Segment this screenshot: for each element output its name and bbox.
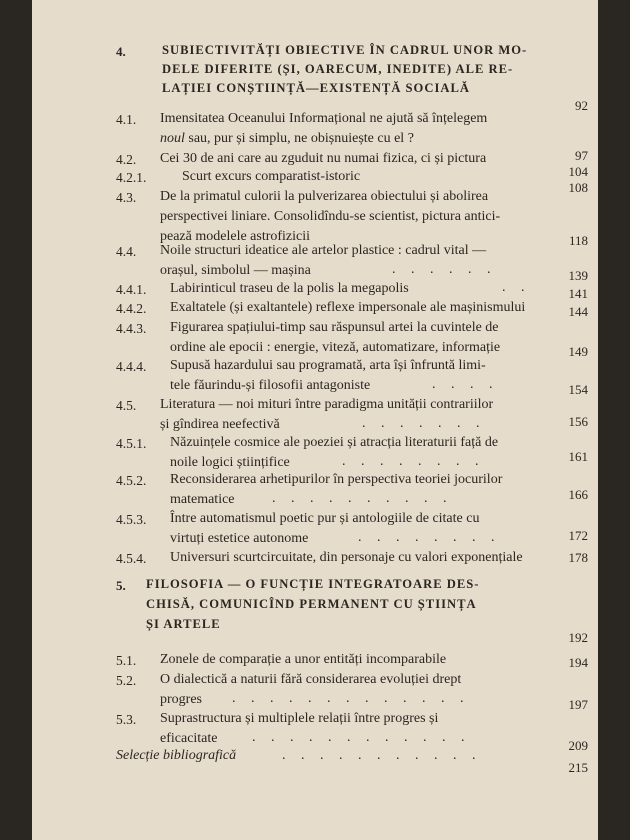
entry-page: 166 [568, 487, 588, 502]
section-4-title-line-3: LAȚIEI CONȘTIINȚĂ—EXISTENȚĂ SOCIALĂ [162, 81, 470, 95]
entry-number: 4.1. [116, 112, 137, 127]
entry-number: 4.4. [116, 244, 137, 259]
book-page [32, 0, 598, 840]
dot-leader: . . . . . . . . . . [272, 491, 453, 506]
entry-text: Cei 30 de ani care au zguduit nu numai fizica, ci și pictura [160, 151, 487, 166]
bibliography-label: Selecție bibliografică [116, 748, 237, 763]
entry-page: 139 [568, 268, 588, 283]
entry-text: Supusă hazardului sau programată, arta își înfruntă limi- [170, 358, 486, 373]
entry-text-rest: sau, pur și simplu, ne obișnuiește cu el ? [184, 131, 414, 146]
entry-page: 97 [575, 148, 588, 163]
entry-page: 194 [568, 655, 588, 670]
entry-number: 4.4.4. [116, 359, 147, 374]
entry-text-line-2: virtuți estetice autonome [170, 531, 309, 546]
entry-number: 4.2. [116, 152, 137, 167]
entry-page: 108 [568, 180, 588, 195]
entry-text: Labirinticul traseu de la polis la megapolis [170, 281, 409, 296]
entry-text-line-2: noile logici științifice [170, 455, 290, 470]
entry-page: 141 [568, 286, 588, 301]
entry-page: 197 [568, 697, 588, 712]
section-5-title-line-1: FILOSOFIA — O FUNCȚIE INTEGRATOARE DES- [146, 577, 480, 591]
dot-leader: . . . . . . . . . . . . [252, 730, 471, 745]
entry-page: 172 [568, 528, 588, 543]
entry-text-line-2: matematice [170, 492, 235, 507]
dot-leader: . . . . [432, 377, 499, 392]
entry-text: Figurarea spațiului-timp sau răspunsul artei la cuvintele de [170, 320, 499, 335]
section-4-page: 92 [575, 98, 588, 113]
section-5-number: 5. [116, 578, 126, 593]
entry-number: 4.5.2. [116, 473, 147, 488]
entry-text-line-3: pează modelele astrofizicii [160, 229, 311, 244]
bibliography-page: 215 [568, 760, 588, 775]
entry-number: 4.5. [116, 398, 137, 413]
entry-number: 5.1. [116, 653, 137, 668]
entry-text-line-2: perspectivei liniare. Consolidîndu-se scientist, pictura antici- [160, 209, 501, 224]
entry-text-line-2: eficacitate [160, 731, 218, 746]
entry-page: 209 [568, 738, 588, 753]
section-4-title-line-1: SUBIECTIVITĂȚI OBIECTIVE ÎN CADRUL UNOR MO- [162, 43, 528, 57]
entry-number: 4.5.3. [116, 512, 147, 527]
entry-text: Zonele de comparație a unor entități incomparabile [160, 652, 447, 667]
dot-leader: . . . . . . . . . . . . . [232, 691, 470, 706]
section-4-title-line-2: DELE DIFERITE (ȘI, OARECUM, INEDITE) ALE RE- [162, 62, 514, 76]
entry-text: Scurt excurs comparatist-istoric [182, 169, 361, 184]
entry-page: 149 [568, 344, 588, 359]
entry-page: 178 [568, 550, 588, 565]
section-4-number: 4. [116, 44, 126, 59]
entry-number: 5.3. [116, 712, 137, 727]
entry-page: 118 [568, 233, 588, 248]
entry-number: 4.5.1. [116, 436, 147, 451]
entry-number: 4.4.2. [116, 301, 147, 316]
dot-leader: . . . . . . . . [358, 530, 501, 545]
section-5-page: 192 [568, 630, 588, 645]
dot-leader: . . [502, 280, 531, 295]
entry-text: Între automatismul poetic pur și antologiile de citate cu [170, 511, 480, 526]
dot-leader: . . . . . . . [362, 416, 486, 431]
entry-page: 104 [568, 164, 588, 179]
entry-page: 154 [568, 382, 588, 397]
entry-emphasis: noul [160, 131, 185, 146]
entry-number: 5.2. [116, 673, 137, 688]
entry-page: 161 [568, 449, 588, 464]
entry-text-line-2: ordine ale epocii : energie, viteză, automatizare, informație [170, 340, 501, 355]
entry-page: 144 [568, 304, 588, 319]
section-5-title-line-2: CHISĂ, COMUNICÎND PERMANENT CU ȘTIINȚA [146, 597, 477, 611]
entry-text: Suprastructura și multiplele relații între progres și [160, 711, 439, 726]
dot-leader: . . . . . . . . [342, 454, 485, 469]
section-5-title-line-3: ȘI ARTELE [146, 617, 221, 631]
entry-number: 4.2.1. [116, 170, 147, 185]
dot-leader: . . . . . . . . . . . [282, 748, 482, 763]
entry-number: 4.4.3. [116, 321, 147, 336]
entry-text: Năzuințele cosmice ale poeziei și atracția literaturii față de [170, 435, 499, 450]
entry-text-line-2: progres [160, 692, 202, 707]
entry-number: 4.4.1. [116, 282, 147, 297]
dot-leader: . . . . . . [392, 262, 497, 277]
entry-text: Noile structuri ideatice ale artelor plastice : cadrul vital — [160, 243, 487, 258]
entry-text: Universuri scurtcircuitate, din personaje cu valori exponențiale [170, 550, 523, 565]
entry-text-line-2: și gîndirea neefectivă [160, 417, 280, 432]
entry-number: 4.5.4. [116, 551, 147, 566]
entry-text: Exaltatele (și exaltantele) reflexe impersonale ale mașinismului [170, 300, 526, 315]
entry-text: Imensitatea Oceanului Informațional ne ajută să înțelegem [160, 111, 488, 126]
entry-page: 156 [568, 414, 588, 429]
entry-text: De la primatul culorii la pulverizarea obiectului și abolirea [160, 189, 489, 204]
entry-text-line-2: tele făurindu-și filosofii antagoniste [170, 378, 371, 393]
entry-number: 4.3. [116, 190, 137, 205]
entry-text-line-2 [160, 130, 580, 148]
entry-text: Literatura — noi mituri între paradigma unității contrariilor [160, 397, 494, 412]
entry-text-line-2: orașul, simbolul — mașina [160, 263, 311, 278]
entry-text: O dialectică a naturii fără considerarea evoluției drept [160, 672, 462, 687]
entry-text: Reconsiderarea arhetipurilor în perspectiva teoriei jocurilor [170, 472, 503, 487]
